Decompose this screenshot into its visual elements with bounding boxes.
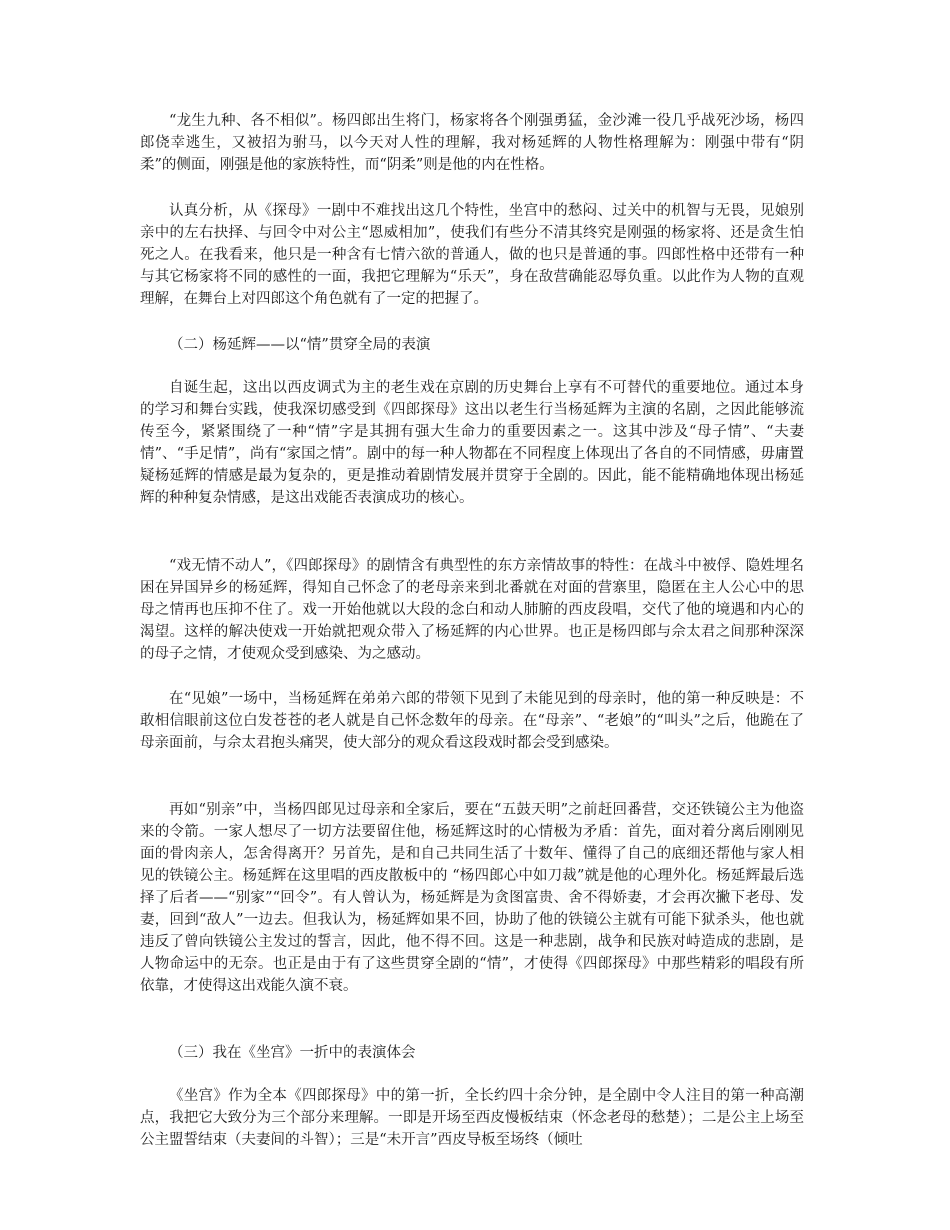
section-heading-2: （二）杨延辉——以“情”贯穿全局的表演: [169, 337, 431, 353]
paragraph-6: 再如“别亲”中，当杨四郎见过母亲和全家后，要在“五鼓天明”之前赶回番营，交还铁镜公主为他盗来的令箭。一家人想尽了一切方法要留住他，杨延辉这时的心情极为矛盾：首先，面对着分离后刚刚见面的骨肉亲人，怎舍得离开？另首先，是和自己共同生活了十数年、懂得了自己的底细还帮他与家人相见的铁镜公主。杨延辉在这里唱的西皮散板中的 “杨四郎心中如刀裁”就是他的心理外化。杨延辉最后选择了后者——“别家”“回令”。有人曾认为，杨延辉是为贪图富贵、舍不得娇妻，才会再次撇下老母、发妻，回到“敌人”一边去。但我认为，杨延辉如果不回，协助了他的铁镜公主就有可能下狱杀头，他也就违反了曾向铁镜公主发过的誓言，因此，他不得不回。这是一种悲剧，战争和民族对峙造成的悲剧，是人物命运中的无奈。也正是由于有了这些贯穿全剧的“情”，才使得《四郎探母》中那些精彩的唱段有所依靠，才使得这出戏能久演不衰。: [140, 802, 804, 994]
paragraph-4: “戏无情不动人”，《四郎探母》的剧情含有典型性的东方亲情故事的特性：在战斗中被俘、隐姓埋名困在异国异乡的杨延辉，得知自己怀念了的老母亲来到北番就在对面的营寨里，隐匿在主人公心中的思母之情再也压抑不住了。戏一开始他就以大段的念白和动人肺腑的西皮段唱，交代了他的境遇和内心的渴望。这样的解决使戏一开始就把观众带入了杨延辉的内心世界。也正是杨四郎与佘太君之间那种深深的母子之情，才使观众受到感染、为之感动。: [140, 558, 804, 662]
paragraph-3: 自诞生起，这出以西皮调式为主的老生戏在京剧的历史舞台上享有不可替代的重要地位。通过本身的学习和舞台实践，使我深切感受到《四郎探母》这出以老生行当杨延辉为主演的名剧，之因此能够流传至今，紧紧围绕了一种“情”字是其拥有强大生命力的重要因素之一。这其中涉及“母子情”、“夫妻情”、“手足情”，尚有“家国之情”。剧中的每一种人物都在不同程度上体现出了各自的不同情感，毋庸置疑杨延辉的情感是最为复杂的，更是推动着剧情发展并贯穿于全剧的。因此，能不能精确地体现出杨延辉的种种复杂情感，是这出戏能否表演成功的核心。: [140, 380, 804, 506]
paragraph-1: “龙生九种、各不相似”。杨四郎出生将门，杨家将各个刚强勇猛，金沙滩一役几乎战死沙场，杨四郎侥幸逃生，又被招为驸马，以今天对人性的理解，我对杨延辉的人物性格理解为：刚强中带有“阴柔”的侧面，刚强是他的家族特性，而“阴柔”则是他的内在性格。: [140, 113, 804, 173]
paragraph-5: 在“见娘”一场中，当杨延辉在弟弟六郎的带领下见到了未能见到的母亲时，他的第一种反映是：不敢相信眼前这位白发苍苍的老人就是自己怀念数年的母亲。在“母亲”、“老娘”的“叫头”之后，他跪在了母亲面前，与佘太君抱头痛哭，使大部分的观众看这段戏时都会受到感染。: [140, 691, 804, 751]
paragraph-2: 认真分析，从《探母》一剧中不难找出这几个特性，坐宫中的愁闷、过关中的机智与无畏，见娘别亲中的左右抉择、与回令中对公主“恩威相加”，使我们有些分不清其终究是刚强的杨家将、还是贪生怕死之人。在我看来，他只是一种含有七情六欲的普通人，做的也只是普通的事。四郎性格中还带有一种与其它杨家将不同的感性的一面，我把它理解为“乐天”，身在敌营确能忍辱负重。以此作为人物的直观理解，在舞台上对四郎这个角色就有了一定的把握了。: [140, 203, 804, 307]
section-heading-3: （三）我在《坐宫》一折中的表演体会: [169, 1045, 416, 1061]
paragraph-7: 《坐宫》作为全本《四郎探母》中的第一折，全长约四十余分钟，是全剧中令人注目的第一种高潮点，我把它大致分为三个部分来理解。一即是开场至西皮慢板结束（怀念老母的愁楚）；二是公主上场至公主盟誓结束（夫妻间的斗智）；三是“未开言”西皮导板至场终（倾吐: [140, 1088, 804, 1148]
